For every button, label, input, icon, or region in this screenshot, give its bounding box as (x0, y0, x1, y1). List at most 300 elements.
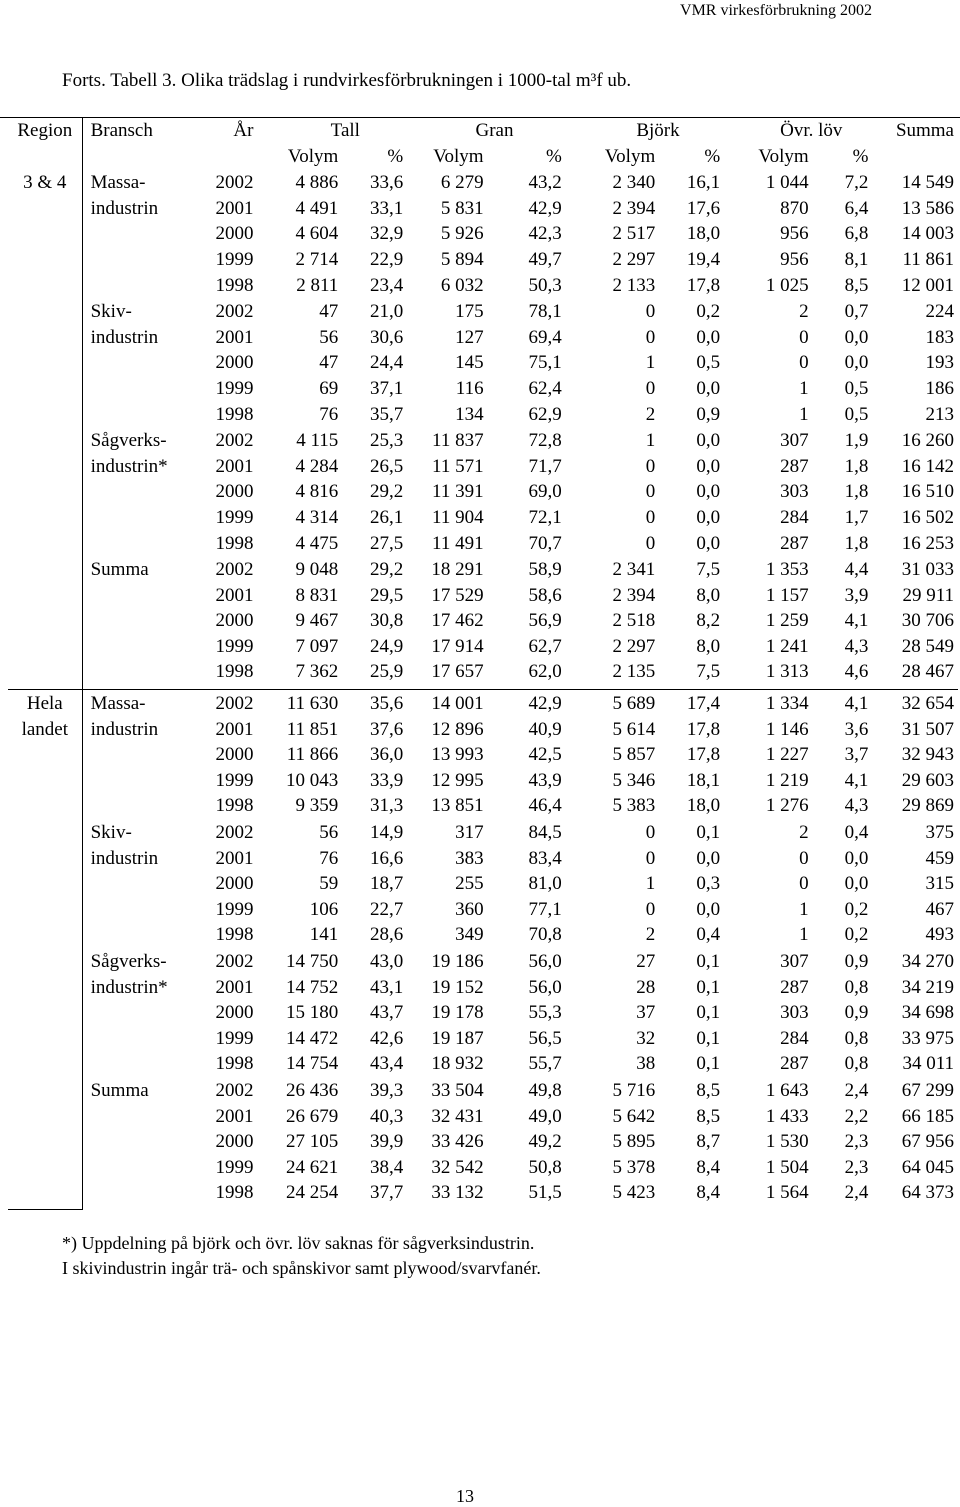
tall-volym-cell: 4 475 (295, 532, 339, 554)
col-header-ovr-lov: Övr. löv (780, 120, 843, 141)
year-cell: 1999 (215, 377, 254, 399)
table-row (8, 454, 958, 480)
bjork-volym-cell: 5 423 (612, 1182, 656, 1204)
ovr-lov-pct-cell: 4,1 (844, 610, 869, 632)
gran-volym-cell: 17 462 (431, 610, 484, 632)
tall-pct-cell: 37,6 (369, 718, 404, 740)
gran-pct-cell: 56,5 (528, 1027, 562, 1049)
tall-volym-cell: 27 105 (286, 1131, 339, 1153)
col-header-tall: Tall (330, 120, 360, 141)
gran-pct-cell: 72,8 (528, 430, 562, 452)
ovr-lov-pct-cell: 0,7 (844, 301, 869, 323)
gran-volym-cell: 6 279 (440, 172, 484, 194)
ovr-lov-pct-cell: 0,8 (844, 1053, 869, 1075)
gran-volym-cell: 6 032 (440, 274, 484, 296)
gran-pct-cell: 69,4 (528, 326, 562, 348)
gran-pct-cell: 72,1 (528, 506, 562, 528)
summa-cell: 30 706 (901, 610, 954, 632)
bjork-pct-cell: 7,5 (696, 559, 721, 581)
bransch-cell: Skiv- (90, 301, 132, 323)
bransch-cell (82, 479, 201, 505)
tall-volym-cell: 7 362 (295, 661, 339, 683)
region-cell (8, 1104, 82, 1130)
gran-pct-cell: 62,4 (528, 377, 562, 399)
bjork-pct-cell: 17,8 (686, 274, 721, 296)
bjork-volym-cell: 1 (645, 352, 656, 374)
tall-volym-cell: 14 752 (286, 976, 339, 998)
tall-pct-cell: 43,7 (369, 1002, 404, 1024)
bjork-volym-cell: 27 (636, 951, 656, 972)
tall-pct-cell: 33,1 (369, 197, 404, 219)
ovr-lov-volym-cell: 0 (799, 352, 809, 374)
gran-volym-cell: 383 (455, 847, 484, 869)
gran-volym-cell: 11 904 (432, 506, 484, 528)
tall-pct-cell: 25,3 (369, 430, 404, 452)
year-cell: 2001 (215, 976, 254, 998)
tall-pct-cell: 24,9 (369, 635, 404, 657)
table-row (8, 871, 958, 897)
bjork-volym-cell: 28 (636, 976, 656, 998)
gran-pct-cell: 42,9 (488, 690, 566, 717)
bransch-cell (82, 1026, 201, 1052)
gran-volym-cell: 32 542 (431, 1156, 484, 1178)
summa-cell: 16 142 (901, 455, 954, 477)
gran-pct-cell: 70,7 (528, 532, 562, 554)
bjork-pct-cell: 8,7 (696, 1131, 721, 1153)
ovr-lov-pct-cell: 0,9 (844, 1002, 869, 1024)
ovr-lov-pct-cell: 2,2 (844, 1105, 869, 1127)
gran-pct-cell: 42,9 (528, 197, 562, 219)
bjork-pct-cell: 0,0 (696, 532, 721, 554)
ovr-lov-volym-cell: 1 530 (765, 1131, 809, 1153)
table-row (8, 948, 958, 975)
tall-pct-cell: 43,1 (369, 976, 404, 998)
summa-cell: 224 (925, 301, 954, 323)
summa-cell: 493 (925, 924, 954, 946)
table-row (8, 608, 958, 634)
tall-volym-cell: 24 254 (286, 1182, 339, 1204)
year-cell: 2002 (215, 951, 254, 972)
gran-pct-cell: 70,8 (528, 924, 562, 946)
summa-cell: 64 045 (901, 1156, 954, 1178)
bransch-cell: Massa- (90, 172, 146, 194)
summa-cell: 66 185 (901, 1105, 954, 1127)
bransch-cell: industrin (90, 847, 159, 869)
year-cell: 2000 (215, 352, 254, 374)
summa-cell: 375 (925, 822, 954, 844)
tall-pct-cell: 32,9 (369, 223, 404, 245)
tall-volym-cell: 56 (319, 326, 339, 348)
table-row (8, 505, 958, 531)
region-cell (8, 505, 82, 531)
tall-volym-cell: 9 467 (295, 610, 339, 632)
gran-pct-cell: 46,4 (528, 795, 562, 817)
tall-pct-cell: 18,7 (369, 873, 404, 895)
ovr-lov-pct-cell: 4,6 (844, 661, 869, 683)
year-cell: 1999 (215, 506, 254, 528)
gran-volym-cell: 32 431 (431, 1105, 484, 1127)
bjork-volym-cell: 0 (645, 326, 656, 348)
tall-volym-cell: 4 604 (295, 223, 339, 245)
tall-volym-cell: 69 (319, 377, 339, 399)
gran-pct-cell: 81,0 (528, 873, 562, 895)
ovr-lov-pct-cell: 8,5 (844, 274, 869, 296)
table-row (8, 247, 958, 273)
bjork-volym-cell: 5 689 (566, 690, 659, 717)
year-cell: 2000 (215, 610, 254, 632)
ovr-lov-pct-cell: 1,8 (844, 532, 869, 554)
summa-cell: 11 861 (902, 248, 954, 270)
year-cell: 1999 (215, 248, 254, 270)
ovr-lov-pct-cell: 4,3 (844, 635, 869, 657)
ovr-lov-volym-cell: 1 025 (765, 274, 809, 296)
gran-pct-cell: 43,9 (528, 769, 562, 791)
table-row (8, 634, 958, 660)
table-row (8, 298, 958, 325)
bjork-pct-cell: 0,1 (696, 951, 721, 972)
region-cell (8, 1026, 82, 1052)
region-cell (8, 427, 82, 454)
table-row (8, 427, 958, 454)
table-row (8, 479, 958, 505)
summa-cell: 34 011 (902, 1053, 954, 1075)
bjork-volym-cell: 5 895 (612, 1131, 656, 1153)
table-row (8, 402, 958, 428)
ovr-lov-pct-cell: 0,5 (844, 377, 869, 399)
summa-cell: 16 510 (901, 481, 954, 503)
summa-cell: 67 299 (901, 1079, 954, 1101)
ovr-lov-pct-cell: 2,4 (844, 1079, 869, 1101)
tall-volym-cell: 15 180 (286, 1002, 339, 1024)
tall-pct-cell: 27,5 (369, 532, 404, 554)
summa-cell: 16 253 (901, 532, 954, 554)
year-cell: 1998 (215, 532, 254, 554)
bjork-pct-cell: 8,4 (696, 1156, 721, 1178)
bransch-cell: Sågverks- (90, 951, 167, 972)
bjork-volym-cell: 0 (645, 847, 656, 869)
region-cell (8, 659, 82, 689)
tall-pct-cell: 24,4 (369, 352, 404, 374)
region-cell (8, 871, 82, 897)
bjork-volym-cell: 2 (645, 403, 656, 425)
gran-volym-cell: 19 186 (431, 951, 484, 972)
year-cell: 2002 (215, 559, 254, 581)
tall-volym-cell: 141 (309, 924, 339, 946)
year-cell: 2000 (215, 1002, 254, 1024)
table-row (8, 221, 958, 247)
subheader-pct: % (387, 145, 404, 167)
table-row (8, 1180, 958, 1210)
ovr-lov-volym-cell: 1 (799, 403, 809, 425)
region-cell (8, 1000, 82, 1026)
summa-cell: 13 586 (901, 197, 954, 219)
table-row (8, 350, 958, 376)
bjork-pct-cell: 0,5 (696, 352, 721, 374)
tall-volym-cell: 9 359 (295, 795, 339, 817)
ovr-lov-volym-cell: 1 334 (724, 690, 813, 717)
tall-volym-cell: 76 (319, 403, 339, 425)
summa-cell: 29 869 (901, 795, 954, 817)
ovr-lov-pct-cell: 1,9 (844, 430, 869, 452)
bjork-pct-cell: 0,0 (696, 455, 721, 477)
bransch-cell (82, 1104, 201, 1130)
bjork-volym-cell: 0 (645, 481, 656, 503)
gran-volym-cell: 116 (455, 377, 484, 399)
bjork-volym-cell: 0 (645, 822, 656, 844)
ovr-lov-volym-cell: 1 241 (765, 635, 809, 657)
tall-volym-cell: 4 284 (295, 455, 339, 477)
bjork-pct-cell: 8,0 (696, 584, 721, 606)
gran-volym-cell: 5 894 (440, 248, 484, 270)
tall-pct-cell: 40,3 (369, 1105, 404, 1127)
gran-pct-cell: 49,0 (528, 1105, 562, 1127)
table-title: Forts. Tabell 3. Olika trädslag i rundvirkesförbrukningen i 1000-tal m³f ub. (62, 70, 632, 91)
bjork-volym-cell: 1 (645, 873, 656, 895)
tall-pct-cell: 26,1 (369, 506, 404, 528)
gran-pct-cell: 56,9 (528, 610, 562, 632)
bjork-pct-cell: 17,6 (686, 197, 721, 219)
ovr-lov-pct-cell: 0,5 (844, 403, 869, 425)
year-cell: 2000 (215, 873, 254, 895)
gran-volym-cell: 17 529 (431, 584, 484, 606)
ovr-lov-volym-cell: 287 (780, 455, 809, 477)
gran-volym-cell: 13 993 (431, 744, 484, 766)
gran-pct-cell: 62,0 (528, 661, 562, 683)
bransch-cell (82, 505, 201, 531)
bjork-pct-cell: 8,0 (696, 635, 721, 657)
col-header-bransch: Bransch (90, 120, 153, 141)
ovr-lov-pct-cell: 3,7 (844, 744, 869, 766)
gran-pct-cell: 69,0 (528, 481, 562, 503)
bjork-pct-cell: 8,4 (696, 1182, 721, 1204)
bjork-volym-cell: 2 135 (612, 661, 656, 683)
tall-volym-cell: 9 048 (295, 559, 339, 581)
gran-pct-cell: 49,2 (528, 1131, 562, 1153)
gran-volym-cell: 14 001 (407, 690, 487, 717)
col-header-year: År (233, 120, 254, 141)
bransch-cell: industrin (90, 326, 159, 348)
region-cell (8, 221, 82, 247)
year-cell: 2002 (215, 301, 254, 323)
table-row (8, 1077, 958, 1104)
gran-volym-cell: 11 571 (432, 455, 484, 477)
bjork-volym-cell: 2 517 (612, 223, 656, 245)
tall-volym-cell: 14 754 (286, 1053, 339, 1075)
region-cell (8, 583, 82, 609)
year-cell: 2001 (215, 1105, 254, 1127)
col-header-gran: Gran (475, 120, 514, 141)
gran-volym-cell: 317 (455, 822, 484, 844)
ovr-lov-volym-cell: 287 (780, 532, 809, 554)
year-cell: 2000 (215, 744, 254, 766)
subheader-pct: % (852, 145, 869, 167)
region-cell (8, 454, 82, 480)
bransch-cell: industrin (90, 718, 159, 740)
tall-volym-cell: 14 472 (286, 1027, 339, 1049)
tall-volym-cell: 2 714 (295, 248, 339, 270)
gran-volym-cell: 175 (455, 301, 484, 323)
summa-cell: 213 (925, 403, 954, 425)
footnote-1: *) Uppdelning på björk och övr. löv saknas för sågverksindustrin. (62, 1233, 535, 1253)
region-cell (8, 1077, 82, 1104)
gran-pct-cell: 43,2 (528, 172, 562, 194)
year-cell: 1998 (215, 1053, 254, 1075)
region-cell (8, 819, 82, 846)
ovr-lov-volym-cell: 1 259 (765, 610, 809, 632)
tall-pct-cell: 37,7 (369, 1182, 404, 1204)
gran-volym-cell: 11 837 (432, 430, 484, 452)
ovr-lov-pct-cell: 2,4 (844, 1182, 869, 1204)
tall-volym-cell: 47 (319, 352, 339, 374)
bransch-cell: Sågverks- (90, 430, 167, 452)
summa-cell: 14 003 (901, 223, 954, 245)
summa-cell: 33 975 (901, 1027, 954, 1049)
ovr-lov-pct-cell: 4,1 (813, 690, 873, 717)
bjork-volym-cell: 5 378 (612, 1156, 656, 1178)
ovr-lov-pct-cell: 0,8 (844, 1027, 869, 1049)
subheader-volym: Volym (433, 145, 484, 167)
tall-pct-cell: 36,0 (369, 744, 404, 766)
gran-pct-cell: 55,3 (528, 1002, 562, 1024)
tall-volym-cell: 4 314 (295, 506, 339, 528)
tall-volym-cell: 24 621 (286, 1156, 339, 1178)
tall-volym-cell: 11 851 (286, 718, 339, 740)
gran-pct-cell: 56,0 (528, 976, 562, 998)
tall-pct-cell: 16,6 (369, 847, 404, 869)
summa-cell: 29 603 (901, 769, 954, 791)
region-cell: 3 & 4 (8, 169, 82, 196)
summa-cell: 29 911 (902, 584, 954, 606)
table-row (8, 717, 958, 743)
col-header-summa: Summa (895, 120, 954, 141)
ovr-lov-volym-cell: 284 (780, 1027, 809, 1049)
bjork-pct-cell: 18,0 (686, 223, 721, 245)
tall-pct-cell: 38,4 (369, 1156, 404, 1178)
year-cell: 1999 (215, 1027, 254, 1049)
summa-cell: 34 270 (901, 951, 954, 972)
bransch-cell: Summa (90, 559, 149, 581)
table-row (8, 793, 958, 819)
ovr-lov-volym-cell: 1 643 (765, 1079, 809, 1101)
tall-volym-cell: 11 866 (286, 744, 339, 766)
table-row (8, 819, 958, 846)
bjork-volym-cell: 37 (636, 1002, 656, 1024)
gran-pct-cell: 49,8 (528, 1079, 562, 1101)
ovr-lov-volym-cell: 956 (780, 248, 809, 270)
region-cell (8, 325, 82, 351)
region-cell (8, 793, 82, 819)
region-cell (8, 196, 82, 222)
ovr-lov-volym-cell: 1 276 (765, 795, 809, 817)
region-cell (8, 1180, 82, 1210)
region-cell (8, 376, 82, 402)
region-cell (8, 975, 82, 1001)
summa-cell: 32 654 (872, 690, 958, 717)
gran-pct-cell: 71,7 (528, 455, 562, 477)
summa-cell: 34 219 (901, 976, 954, 998)
ovr-lov-volym-cell: 1 313 (765, 661, 809, 683)
subheader-volym: Volym (287, 145, 339, 167)
year-cell: 1999 (215, 769, 254, 791)
bjork-pct-cell: 0,0 (696, 481, 721, 503)
region-cell (8, 1129, 82, 1155)
gran-pct-cell: 49,7 (528, 248, 562, 270)
table-row (8, 1104, 958, 1130)
gran-volym-cell: 19 178 (431, 1002, 484, 1024)
year-cell: 2002 (215, 172, 254, 194)
tall-pct-cell: 43,4 (369, 1053, 404, 1075)
bransch-cell (82, 273, 201, 299)
ovr-lov-volym-cell: 1 (799, 924, 809, 946)
tall-volym-cell: 26 436 (286, 1079, 339, 1101)
gran-volym-cell: 360 (455, 898, 484, 920)
bransch-cell (82, 634, 201, 660)
bjork-pct-cell: 0,0 (696, 506, 721, 528)
bransch-cell (82, 922, 201, 948)
year-cell: 2000 (215, 223, 254, 245)
bransch-cell (82, 350, 201, 376)
bjork-pct-cell: 0,1 (696, 822, 721, 844)
table-row (8, 1000, 958, 1026)
tall-volym-cell: 14 750 (286, 951, 339, 972)
ovr-lov-volym-cell: 1 219 (765, 769, 809, 791)
bjork-volym-cell: 5 857 (612, 744, 656, 766)
ovr-lov-volym-cell: 0 (799, 873, 809, 895)
bjork-volym-cell: 0 (645, 301, 656, 323)
top-rule (0, 117, 960, 118)
ovr-lov-volym-cell: 0 (799, 326, 809, 348)
year-cell: 1999 (215, 1156, 254, 1178)
ovr-lov-volym-cell: 0 (799, 847, 809, 869)
summa-cell: 16 260 (901, 430, 954, 452)
summa-cell: 31 507 (901, 718, 954, 740)
ovr-lov-pct-cell: 0,0 (844, 873, 869, 895)
tall-pct-cell: 29,2 (369, 559, 404, 581)
tall-pct-cell: 33,6 (369, 172, 404, 194)
ovr-lov-pct-cell: 8,1 (844, 248, 869, 270)
bjork-pct-cell: 18,1 (686, 769, 721, 791)
tall-pct-cell: 29,2 (369, 481, 404, 503)
gran-volym-cell: 11 391 (432, 481, 484, 503)
year-cell: 1998 (215, 1182, 254, 1204)
year-cell: 1998 (215, 924, 254, 946)
region-cell (8, 531, 82, 557)
ovr-lov-pct-cell: 0,2 (844, 924, 869, 946)
bjork-pct-cell: 8,5 (696, 1105, 721, 1127)
bjork-pct-cell: 0,9 (696, 403, 721, 425)
ovr-lov-volym-cell: 1 (799, 898, 809, 920)
gran-pct-cell: 84,5 (528, 822, 562, 844)
summa-cell: 315 (925, 873, 954, 895)
region-cell (8, 608, 82, 634)
ovr-lov-volym-cell: 1 227 (765, 744, 809, 766)
bjork-volym-cell: 2 394 (612, 197, 656, 219)
tall-volym-cell: 4 886 (295, 172, 339, 194)
ovr-lov-pct-cell: 3,9 (844, 584, 869, 606)
tall-volym-cell: 4 816 (295, 481, 339, 503)
bjork-volym-cell: 2 297 (612, 635, 656, 657)
year-cell: 2002 (215, 822, 254, 844)
gran-volym-cell: 17 914 (431, 635, 484, 657)
bjork-pct-cell: 8,2 (696, 610, 721, 632)
region-cell (8, 350, 82, 376)
bransch-cell: Summa (90, 1079, 149, 1101)
ovr-lov-pct-cell: 1,8 (844, 481, 869, 503)
subheader-volym: Volym (758, 145, 809, 167)
region-cell (8, 1155, 82, 1181)
bjork-volym-cell: 2 518 (612, 610, 656, 632)
ovr-lov-volym-cell: 1 044 (765, 172, 809, 194)
